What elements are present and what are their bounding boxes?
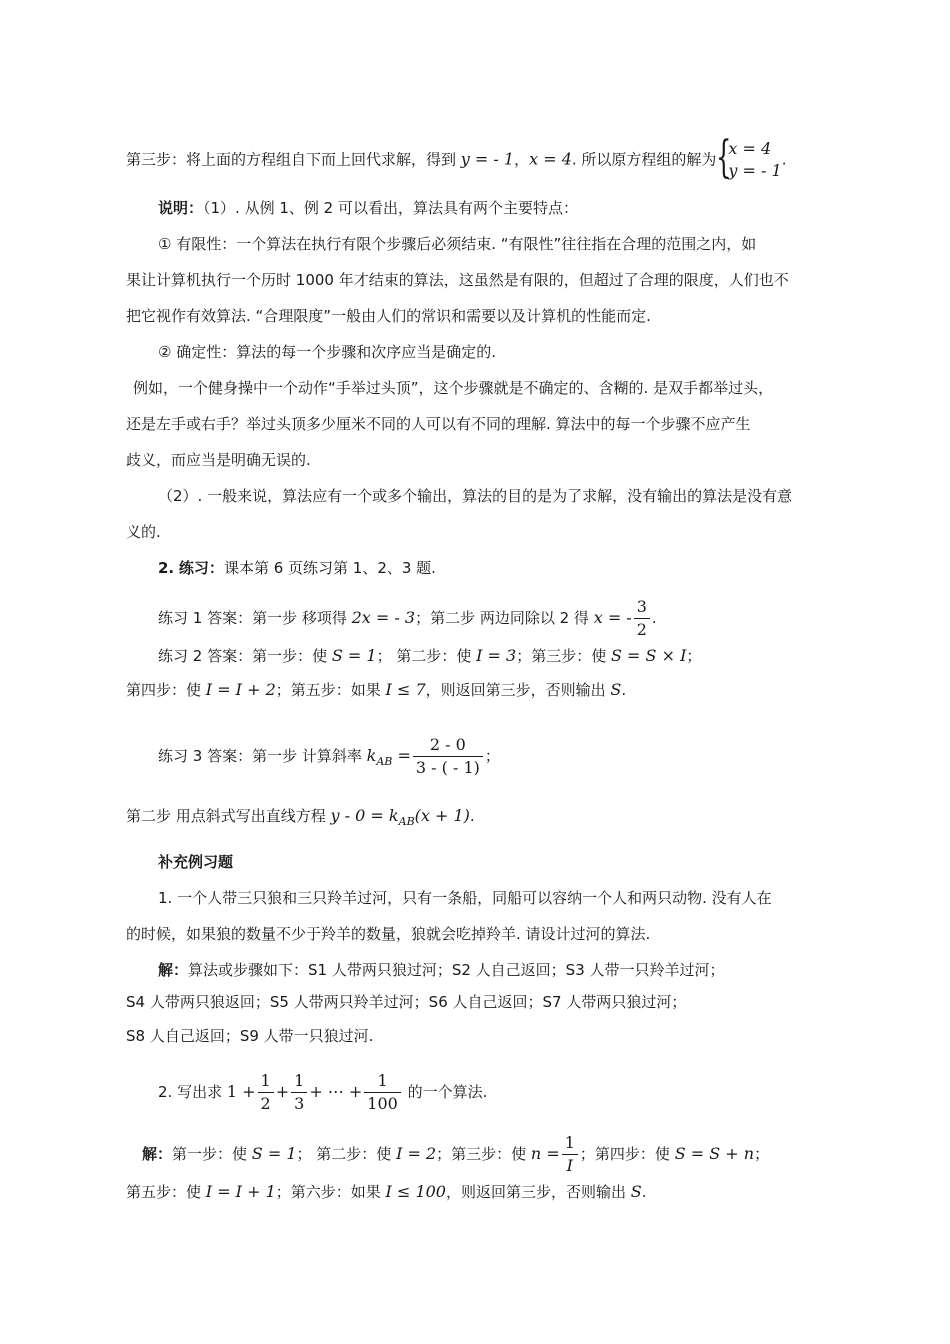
x-equation: x = 4 (529, 149, 572, 169)
fraction-numerator: 1 (364, 1072, 401, 1093)
solution2-condition: I ≤ 100 (385, 1182, 446, 1201)
note-point2-line2: 义的. (126, 523, 161, 541)
series-one: 1 + (226, 1082, 256, 1101)
solution2-return-text: ，则返回第三步，否则输出 (445, 1183, 631, 1201)
fraction-denominator: 3 (294, 1094, 305, 1113)
solution1-line3: S8 人自己返回；S9 人带一只狼过河. (126, 1027, 374, 1045)
line-equation-right: (x + 1) (414, 806, 470, 825)
answer2-i-update: I = I + 2 (205, 680, 276, 699)
period: . (469, 807, 475, 825)
practice-heading (158, 558, 436, 578)
equation-system (716, 132, 782, 183)
answer2-s-update: S = S × I (610, 646, 687, 665)
answer3-step2-text: 第二步 用点斜式写出直线方程 (126, 807, 331, 825)
answer2-return-text: ，则返回第三步，否则输出 (425, 681, 611, 699)
fraction-half (258, 1072, 274, 1113)
practice-text: 课本第 6 页练习第 1、2、3 题. (223, 559, 436, 577)
example-line2: 还是左手或右手？举过头顶多少厘米不同的人可以有不同的理解. 算法中的每一个步骤不应产生 (126, 415, 751, 433)
equals-sign: = (392, 746, 411, 765)
solution2-i-init: I = 2 (396, 1144, 437, 1163)
question2-text: 2. 写出求 (158, 1083, 227, 1101)
solution-label: 解： (142, 1145, 173, 1163)
period: . (641, 1183, 647, 1201)
answer1-x: x = - (593, 608, 632, 627)
question2-line (158, 1072, 487, 1113)
answer2-step5-text: ；第五步：如果 (275, 681, 386, 699)
fraction-reciprocal-i (562, 1134, 578, 1175)
slope-k: k (366, 746, 377, 765)
answer2-line2 (126, 680, 626, 700)
answer1-line (158, 598, 657, 639)
answer3-line (158, 736, 500, 777)
practice-label: 练习： (178, 559, 224, 577)
question2-end-text: 的一个算法. (402, 1083, 488, 1101)
period: . (781, 150, 787, 169)
note-item2: ② 确定性：算法的每一个步骤和次序应当是确定的. (158, 343, 496, 361)
question1-line2: 的时候，如果狼的数量不少于羚羊的数量，狼就会吃掉羚羊. 请设计过河的算法. (126, 925, 651, 943)
solution2-step6-text: ；第六步：如果 (275, 1183, 386, 1201)
solution1-text1: 算法或步骤如下：S1 人带两只狼过河；S2 人自己返回；S3 人带一只羚羊过河； (188, 961, 725, 979)
fraction-denominator: 100 (367, 1094, 398, 1113)
slope-k: k (388, 806, 399, 825)
solution2-output: S (630, 1182, 642, 1201)
answer1-mid-text: ；第二步 两边同除以 2 得 (415, 609, 594, 627)
line-equation-left: y - 0 = (330, 806, 389, 825)
practice-number: 2. (158, 559, 175, 577)
answer2-i-init: I = 3 (476, 646, 517, 665)
note-item1-line3: 把它视作有效算法. “合理限度”一般由人们的常识和需要以及计算机的性能而定. (126, 307, 651, 325)
solution-text: . 所以原方程组的解为 (571, 150, 717, 169)
period: . (621, 681, 627, 699)
solution2-step5-text: 第五步：使 (126, 1183, 206, 1201)
fraction-third (291, 1072, 307, 1113)
solution2-i-update: I = I + 1 (205, 1182, 276, 1201)
example-line3: 歧义，而应当是明确无误的. (126, 451, 311, 469)
period: . (651, 609, 657, 627)
semicolon: ； (754, 1145, 770, 1163)
solution1-line2: S4 人带两只狼返回；S5 人带两只羚羊过河；S6 人自己返回；S7 人带两只狼过河； (126, 993, 687, 1011)
note-head-text: （1）. 从例 1、例 2 可以看出，算法具有两个主要特点： (203, 199, 578, 217)
fraction-denominator: 2 (636, 620, 647, 639)
example-line1: 例如，一个健身操中一个动作“手举过头顶”，这个步骤就是不确定的、含糊的. 是双手都举过头， (133, 379, 774, 397)
note-item1-line2: 果让计算机执行一个历时 1000 年才结束的算法，这虽然是有限的，但超过了合理的限度，人们也不 (126, 271, 789, 289)
semicolon: ； (686, 647, 702, 665)
solution2-step4-text: ；第四步：使 (579, 1145, 675, 1163)
slope-fraction (413, 736, 483, 777)
answer2-step4-text: 第四步：使 (126, 681, 206, 699)
solution2-line1 (142, 1134, 769, 1175)
answer2-line1 (158, 646, 701, 666)
solution2-step2-text: ； 第二步：使 (296, 1145, 397, 1163)
solution2-step1-text: 第一步：使 (172, 1145, 252, 1163)
question1-line1: 1. 一个人带三只狼和三只羚羊过河，只有一条船，同船可以容纳一个人和两只动物. 没有人在 (158, 889, 772, 907)
fraction-hundredth (364, 1072, 401, 1113)
answer2-output: S (610, 680, 622, 699)
answer1-equation: 2x = - 3 (351, 608, 416, 627)
fraction-denominator: 2 (260, 1094, 271, 1113)
solution2-s-update: S = S + n (674, 1144, 755, 1163)
solution1-line1 (158, 960, 725, 980)
plus-sign: + (275, 1082, 290, 1101)
slope-subscript: AB (398, 815, 415, 828)
system-x: x = 4 (728, 139, 772, 158)
step3-line (126, 132, 787, 183)
solution2-n: n = (530, 1144, 560, 1163)
slope-denominator: 3 - ( - 1) (415, 758, 480, 777)
answer2-text: 练习 2 答案：第一步：使 (158, 647, 332, 665)
note-label: 说明： (158, 199, 204, 217)
fraction-numerator: 1 (291, 1072, 307, 1093)
answer2-step3-text: ；第三步：使 (516, 647, 611, 665)
answer3-text: 练习 3 答案：第一步 计算斜率 (158, 747, 367, 765)
note-point2-line1: （2）. 一般来说，算法应有一个或多个输出，算法的目的是为了求解，没有输出的算法是没有意 (158, 487, 793, 505)
answer2-step2-text: ； 第二步：使 (376, 647, 477, 665)
system-y: y = - 1 (728, 161, 782, 180)
extra-title: 补充例习题 (158, 853, 234, 871)
slope-numerator: 2 - 0 (413, 736, 483, 757)
y-equation: y = - 1 (460, 149, 515, 169)
fraction-numerator: 1 (258, 1072, 274, 1093)
semicolon: ； (484, 747, 500, 765)
note-heading (158, 198, 578, 218)
series-ellipsis: + ⋯ + (309, 1082, 363, 1101)
solution2-step3-text: ；第三步：使 (436, 1145, 531, 1163)
fraction-numerator: 3 (634, 598, 650, 619)
separator: ， (514, 150, 530, 169)
solution2-s-init: S = 1 (251, 1144, 297, 1163)
answer2-s-init: S = 1 (331, 646, 377, 665)
step3-text: 第三步：将上面的方程组自下而上回代求解，得到 (126, 150, 461, 169)
fraction-denominator: I (566, 1156, 573, 1175)
answer1-text: 练习 1 答案：第一步 移项得 (158, 609, 352, 627)
slope-subscript: AB (376, 755, 393, 768)
solution2-line2 (126, 1182, 647, 1202)
brace-icon: { (716, 132, 732, 183)
solution-label: 解： (158, 961, 189, 979)
fraction-three-halves (634, 598, 650, 639)
answer3-step2-line (126, 806, 475, 832)
answer2-condition: I ≤ 7 (385, 680, 426, 699)
note-item1-line1: ① 有限性：一个算法在执行有限个步骤后必须结束. “有限性”往往指在合理的范围之内，如 (158, 235, 757, 253)
fraction-numerator: 1 (562, 1134, 578, 1155)
